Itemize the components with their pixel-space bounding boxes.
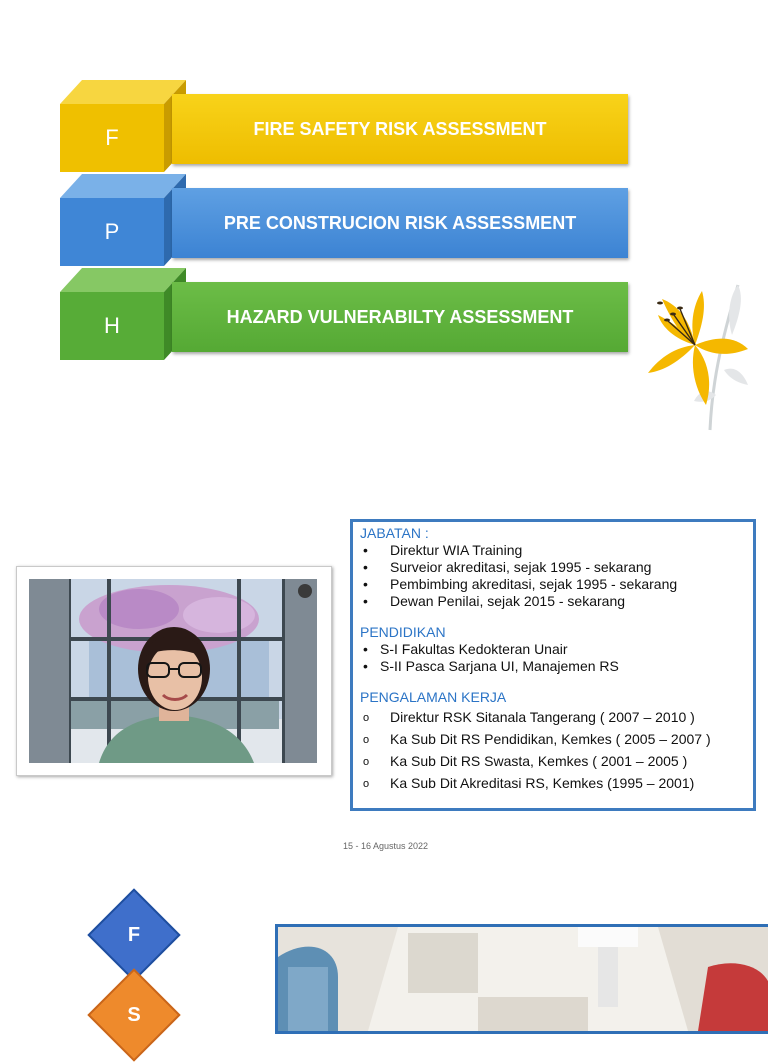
jabatan-heading: JABATAN : — [360, 525, 429, 541]
pendidikan-section — [360, 624, 745, 675]
assessment-row-fire — [60, 80, 630, 172]
hospital-room-image — [275, 924, 768, 1034]
assessment-letter: F — [60, 104, 164, 172]
list-item — [360, 750, 745, 772]
bullet-icon: • — [363, 593, 368, 609]
assessment-title: FIRE SAFETY RISK ASSESSMENT — [172, 94, 628, 164]
circle-bullet-icon: o — [363, 778, 370, 790]
pengalaman-list — [360, 706, 745, 794]
circle-bullet-icon: o — [363, 756, 370, 768]
bullet-icon: • — [363, 641, 368, 657]
pendidikan-heading: PENDIDIKAN — [360, 624, 446, 640]
cube-top — [60, 80, 186, 104]
jabatan-section — [360, 525, 745, 610]
cube-top — [60, 174, 186, 198]
profile-photo-illustration — [29, 579, 317, 763]
assessment-row-preconstruction — [60, 174, 630, 266]
circle-bullet-icon: o — [363, 712, 370, 724]
bullet-icon: • — [363, 542, 368, 558]
list-item — [360, 576, 745, 593]
list-item — [360, 658, 745, 675]
bullet-icon: • — [363, 559, 368, 575]
list-item — [360, 542, 745, 559]
pendidikan-list — [360, 641, 745, 675]
assessment-title: PRE CONSTRUCION RISK ASSESSMENT — [172, 188, 628, 258]
diamond-letter-f: F — [127, 924, 141, 946]
list-item — [360, 559, 745, 576]
list-item-text: S-II Pasca Sarjana UI, Manajemen RS — [380, 658, 619, 674]
jabatan-list — [360, 542, 745, 610]
assessment-row-hazard — [60, 268, 630, 360]
circle-bullet-icon: o — [363, 734, 370, 746]
list-item-text: Ka Sub Dit RS Swasta, Kemkes ( 2001 – 2005 ) — [390, 753, 688, 769]
bullet-icon: • — [363, 658, 368, 674]
lily-flower-icon — [640, 275, 750, 435]
assessment-title: HAZARD VULNERABILTY ASSESSMENT — [172, 282, 628, 352]
pengalaman-heading: PENGALAMAN KERJA — [360, 689, 507, 705]
diamond-letter-s: S — [127, 1004, 141, 1026]
list-item-text: Direktur RSK Sitanala Tangerang ( 2007 – 2010 ) — [390, 709, 695, 725]
list-item-text: Pembimbing akreditasi, sejak 1995 - sekarang — [390, 576, 678, 592]
list-item-text: S-I Fakultas Kedokteran Unair — [380, 641, 568, 657]
pengalaman-section — [360, 689, 745, 794]
assessment-letter: H — [60, 292, 164, 360]
list-item-text: Surveior akreditasi, sejak 1995 - sekarang — [390, 559, 652, 575]
list-item — [360, 728, 745, 750]
bio-box — [350, 519, 756, 811]
list-item-text: Direktur WIA Training — [390, 542, 523, 558]
assessment-letter: P — [60, 198, 164, 266]
list-item-text: Ka Sub Dit Akreditasi RS, Kemkes (1995 – 2001) — [390, 775, 695, 791]
list-item — [360, 706, 745, 728]
profile-photo-frame — [16, 566, 332, 776]
list-item-text: Dewan Penilai, sejak 2015 - sekarang — [390, 593, 626, 609]
bullet-icon: • — [363, 576, 368, 592]
list-item-text: Ka Sub Dit RS Pendidikan, Kemkes ( 2005 – 2007 ) — [390, 731, 711, 747]
cube-top — [60, 268, 186, 292]
list-item — [360, 641, 745, 658]
profile-photo — [29, 579, 317, 763]
footer-date: 15 - 16 Agustus 2022 — [343, 841, 429, 851]
hospital-room-illustration — [278, 927, 768, 1031]
list-item — [360, 772, 745, 794]
list-item — [360, 593, 745, 610]
